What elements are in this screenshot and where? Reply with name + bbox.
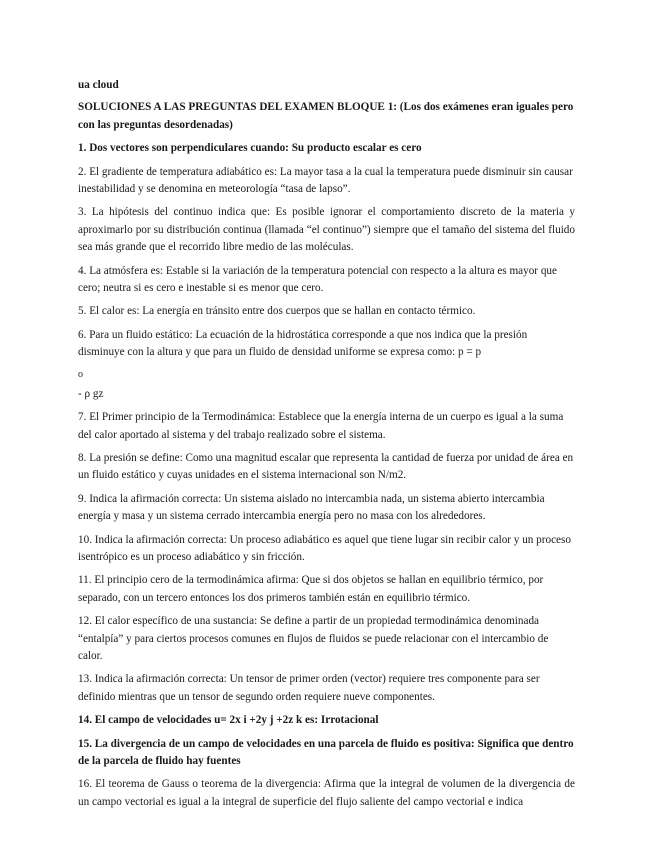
answer-16: 16. El teorema de Gauss o teorema de la divergencia: Afirma que la integral de volumen de la divergencia de un campo vectorial es igual a la integral de superficie del flujo saliente del campo vectorial e indica bbox=[78, 778, 575, 808]
answer-9: 9. Indica la afirmación correcta: Un sistema aislado no intercambia nada, un sistema abierto intercambia energía y masa y un sistema cerrado intercambia energía pero no masa con los alrededores. bbox=[78, 492, 545, 523]
answer-2: 2. El gradiente de temperatura adiabático es: La mayor tasa a la cual la temperatura puede disminuir sin causar inestabilidad y se denomina en meteorología “tasa de lapso”. bbox=[78, 165, 573, 196]
answer-13: 13. Indica la afirmación correcta: Un tensor de primer orden (vector) requiere tres componente para ser definido mientras que un tensor de segundo orden requiere nueve componentes. bbox=[78, 673, 540, 703]
answer-6-subscript: o bbox=[78, 368, 83, 380]
document-title: SOLUCIONES A LAS PREGUNTAS DEL EXAMEN BLOQUE 1: (Los dos exámenes eran iguales pero con las preguntas desordenadas) bbox=[78, 101, 574, 131]
answer-1: 1. Dos vectores son perpendiculares cuando: Su producto escalar es cero bbox=[78, 142, 422, 155]
header-label: ua cloud bbox=[78, 79, 119, 91]
answer-5: 5. El calor es: La energía en tránsito entre dos cuerpos que se hallan en contacto térmico. bbox=[78, 305, 476, 318]
answer-15: 15. La divergencia de un campo de velocidades en una parcela de fluido es positiva: Significa que dentro de la parcela de fluido hay fuentes bbox=[78, 737, 574, 767]
answer-12: 12. El calor específico de una sustancia: Se define a partir de un propiedad termodinámica denominada “entalpía” y para ciertos procesos comunes en flujos de fluidos se puede relacionar con el intercambio de calor. bbox=[78, 615, 549, 662]
answer-6-continuation: - ρ gz bbox=[78, 387, 104, 400]
answer-14: 14. El campo de velocidades u= 2x i +2y j +2z k es: Irrotacional bbox=[78, 714, 379, 727]
answer-3: 3. La hipótesis del continuo indica que: Es posible ignorar el comportamiento discreto de la materia y aproximarlo por su distribución continua (llamada “el continuo”) siempre que el tamaño del sistema del fluido sea más grande que el recorrido libre medio de las moléculas. bbox=[78, 206, 575, 254]
answer-11: 11. El principio cero de la termodinámica afirma: Que si dos objetos se hallan en equilibrio térmico, por separado, con un tercero entonces los dos primeros también están en equilibrio térmico. bbox=[78, 574, 544, 604]
answer-10: 10. Indica la afirmación correcta: Un proceso adiabático es aquel que tiene lugar sin recibir calor y un proceso isentrópico es un proceso adiabático y sin fricción. bbox=[78, 533, 571, 563]
answer-8: 8. La presión se define: Como una magnitud escalar que representa la cantidad de fuerza por unidad de área en un fluido estático y cuyas unidades en el sistema internacional son N/m2. bbox=[78, 451, 574, 482]
answer-6: 6. Para un fluido estático: La ecuación de la hidrostática corresponde a que nos indica que la presión disminuye con la altura y que para un fluido de densidad uniforme se expresa como: p = p bbox=[78, 328, 528, 359]
answer-7: 7. El Primer principio de la Termodinámica: Establece que la energía interna de un cuerpo es igual a la suma del calor aportado al sistema y del trabajo realizado sobre el sistema. bbox=[78, 411, 564, 441]
answer-4: 4. La atmósfera es: Estable si la variación de la temperatura potencial con respecto a la altura es mayor que cero; neutra si es cero e inestable si es menor que cero. bbox=[78, 264, 557, 295]
